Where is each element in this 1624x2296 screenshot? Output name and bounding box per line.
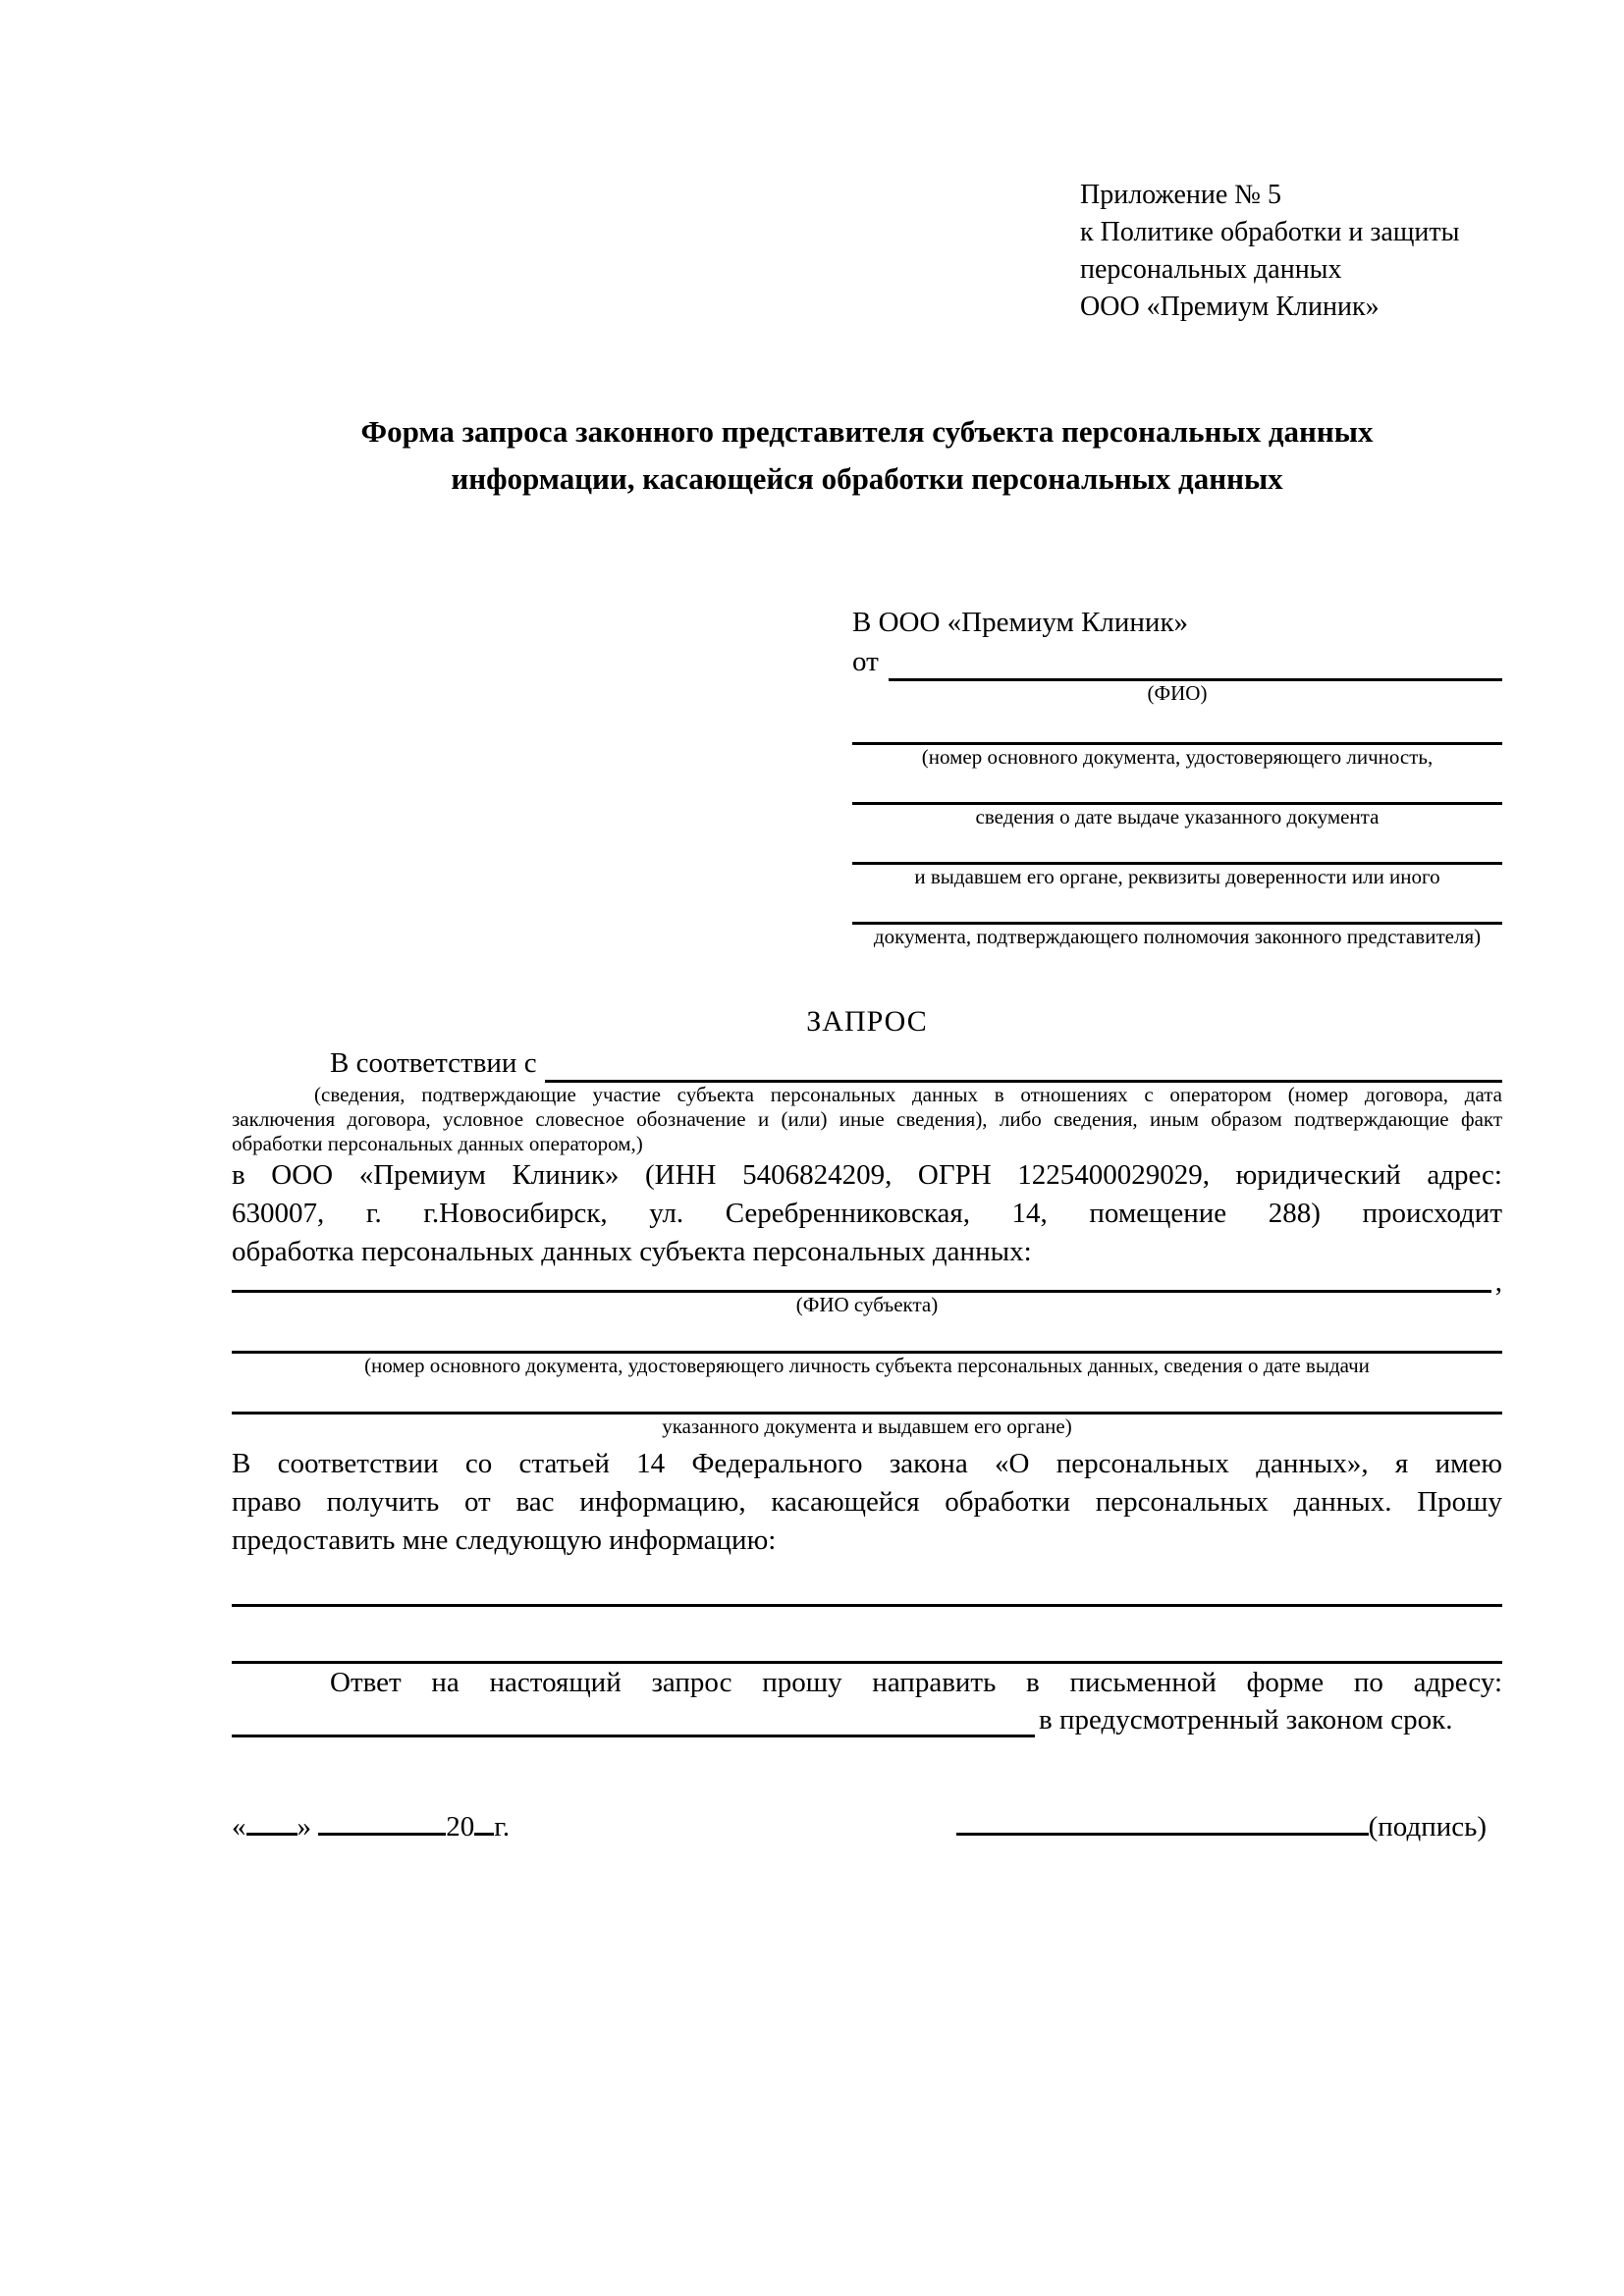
document-title-line2: информации, касающейся обработки персональных данных: [451, 461, 1283, 496]
date-year-suffix: г.: [494, 1811, 511, 1842]
accordance-caption-line3: обработки персональных данных оператором,): [232, 1132, 643, 1155]
document-title-line1: Форма запроса законного представителя субъекта персональных данных: [360, 414, 1374, 449]
date-group: [232, 1806, 510, 1846]
date-year-blank: [474, 1806, 494, 1836]
signature-row: [232, 1806, 1502, 1846]
subject-doc-caption-1: (номер основного документа, удостоверяющего личность субъекта персональных данных, сведения о дате выдачи: [364, 1354, 1370, 1377]
rights-paragraph-line3: предоставить мне следующую информацию:: [232, 1524, 777, 1556]
operator-paragraph-line3: обработка персональных данных субъекта персональных данных:: [232, 1236, 1032, 1267]
signature-group: [956, 1806, 1502, 1846]
blank-line-representative-doc-1: [852, 706, 1502, 745]
signature-caption: (подпись): [1368, 1811, 1487, 1842]
accordance-row: [232, 1041, 1502, 1083]
date-close-quote: »: [297, 1811, 311, 1842]
answer-address-blank-line: [232, 1708, 1035, 1737]
rights-paragraph: [232, 1445, 1502, 1560]
accordance-caption-line2: заключения договора, условное словесное обозначение и (или) иные сведения), либо сведения, иным образом подтверждающие факт: [232, 1107, 1502, 1131]
subject-fio-comma: ,: [1494, 1266, 1502, 1298]
information-blank-line-2: [232, 1607, 1502, 1664]
answer-address-row: [232, 1702, 1502, 1737]
subject-doc-blank-line-1: [232, 1317, 1502, 1354]
accordance-blank-line: [545, 1049, 1502, 1083]
from-label: от: [852, 646, 879, 677]
blank-caption-3: и выдавшем его органе, реквизиты доверенности или иного: [914, 865, 1440, 888]
policy-reference-line1: к Политике обработки и защиты: [1080, 217, 1460, 247]
accordance-caption-line1: (сведения, подтверждающие участие субъекта персональных данных в отношениях с оператором (номер договора, дата: [314, 1083, 1502, 1106]
subject-fio-blank-line: [232, 1271, 1491, 1293]
date-month-blank: [318, 1806, 446, 1836]
operator-paragraph-line2: 630007, г. г.Новосибирск, ул. Серебренниковская, 14, помещение 288) происходит: [232, 1198, 1502, 1229]
blank-line-representative-doc-3: [852, 829, 1502, 865]
appendix-number: Приложение № 5: [1080, 180, 1281, 210]
date-day-blank: [246, 1806, 298, 1836]
date-year-prefix: 20: [446, 1811, 475, 1842]
fio-caption: (ФИО): [1147, 681, 1208, 705]
blank-line-representative-doc-2: [852, 770, 1502, 805]
date-open-quote: «: [232, 1811, 246, 1842]
blank-caption-2: сведения о дате выдаче указанного документа: [975, 805, 1380, 828]
addressee-to: В ООО «Премиум Клиник»: [852, 607, 1189, 638]
from-blank-line: [889, 648, 1502, 681]
blank-caption-1: (номер основного документа, удостоверяющего личность,: [921, 745, 1434, 769]
request-heading: ЗАПРОС: [806, 1005, 928, 1038]
accordance-caption: [232, 1083, 1502, 1156]
accordance-prefix: В соответствии с: [330, 1047, 537, 1079]
information-blank-line-1: [232, 1560, 1502, 1607]
answer-paragraph-line1: Ответ на настоящий запрос прошу направить в письменной форме по адресу:: [330, 1667, 1502, 1698]
subject-doc-caption-2: указанного документа и выдавшем его органе): [662, 1415, 1072, 1438]
subject-fio-row: [232, 1266, 1502, 1298]
organization-name: ООО «Премиум Клиник»: [1080, 292, 1380, 322]
document-title: [232, 408, 1502, 503]
blank-caption-4: документа, подтверждающего полномочия законного представителя): [873, 925, 1482, 948]
policy-reference-line2: персональных данных: [1080, 254, 1342, 285]
signature-blank-line: [956, 1806, 1369, 1836]
blank-line-representative-doc-4: [852, 889, 1502, 925]
rights-paragraph-line1: В соответствии со статьей 14 Федерального закона «О персональных данных», я имею: [232, 1448, 1502, 1479]
subject-fio-caption: (ФИО субъекта): [795, 1293, 939, 1316]
operator-paragraph: [232, 1156, 1502, 1271]
answer-suffix: в предусмотренный законом срок.: [1039, 1704, 1453, 1735]
from-row: [852, 642, 1502, 681]
addressee-block: [852, 603, 1502, 949]
subject-doc-blank-line-2: [232, 1378, 1502, 1415]
operator-paragraph-line1: в ООО «Премиум Клиник» (ИНН 5406824209, ОГРН 1225400029029, юридический адрес:: [232, 1159, 1502, 1191]
appendix-header: [1080, 177, 1502, 326]
rights-paragraph-line2: право получить от вас информацию, касающейся обработки персональных данных. Прошу: [232, 1486, 1502, 1518]
